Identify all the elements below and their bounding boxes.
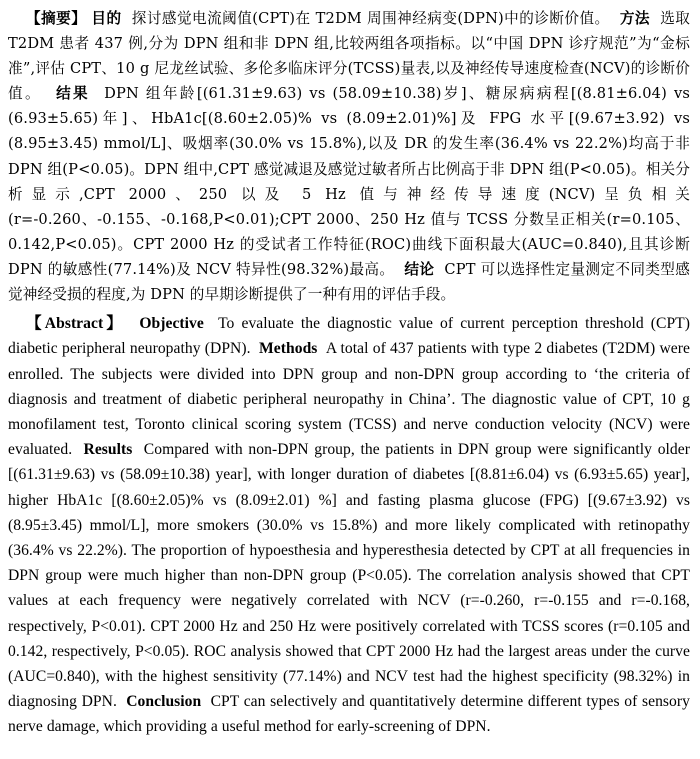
cn-methods-label: 方法 [619, 10, 650, 27]
cn-methods-text: 选取 T2DM 患者 437 例,分为 DPN 组和非 DPN 组,比较两组各项指标。以“中国 DPN 诊疗规范”为“金标准”,评估 CPT、10 g 尼龙丝试验、多伦多临床评分(TCSS)量表,以及神经传导速度检查(NCV)的诊断价值。 [8, 10, 691, 103]
cn-conclusion-text: CPT 可以选择性定量测定不同类型感觉神经受损的程度,为 DPN 的早期诊断提供了一种有用的评估手段。 [8, 260, 691, 304]
chinese-abstract [8, 6, 690, 307]
cn-objective-label: 目的 [91, 10, 122, 27]
en-methods-label: Methods [259, 340, 318, 358]
cn-objective-text: 探讨感觉电流阈值(CPT)在 T2DM 周围神经病变(DPN)中的诊断价值。 [131, 10, 610, 27]
cn-results-label: 结果 [56, 85, 91, 103]
cn-results-text: DPN 组年龄[(61.31±9.63) vs (58.09±10.38)岁]、糖尿病病程[(8.81±6.04) vs (6.93±5.65)年]、HbA1c[(8.60±2.05)% vs (8.09±2.01)%]及 FPG 水平[(9.67±3.92) vs (8.95±3.45) mmol/L]、吸烟率(30.0% vs 15.8%),以及 DR 的发生率(36.4% vs 22.2%)均高于非 DPN 组(P<0.05)。DPN 组中,CPT 感觉减退及感觉过敏者所占比例高于非 DPN 组(P<0.05)。相关分析显示,CPT 2000、250 以及 5 Hz 值与神经传导速度(NCV)呈负相关(r=-0.260、-0.155、-0.168,P<0.01);CPT 2000、250 Hz 值与 TCSS 分数呈正相关(r=0.105、0.142,P<0.05)。CPT 2000 Hz 的受试者工作特征(ROC)曲线下面积最大(AUC=0.840),且其诊断 DPN 的敏感性(77.14%)及 NCV 特异性(98.32%)最高。 [8, 85, 691, 278]
en-objective-label: Objective [139, 315, 204, 333]
en-conclusion-text: CPT can selectively and quantitatively determine different types of sensory nerve damage, which providing a useful method for early-screening of DPN. [8, 693, 690, 736]
en-results-label: Results [83, 441, 133, 459]
cn-conclusion-label: 结论 [404, 260, 435, 278]
en-methods-text: A total of 437 patients with type 2 diabetes (T2DM) were enrolled. The subjects were divided into DPN group and non-DPN group according to ‘the criteria of diagnosis and treatment of diabetic peripheral neuropathy in China’. The diagnostic value of CPT, 10 g monofilament test, Toronto clinical scoring system (TCSS) and nerve conduction velocity (NCV) were evaluated. [8, 340, 690, 459]
english-abstract [8, 311, 690, 739]
en-objective-text: To evaluate the diagnostic value of current perception threshold (CPT) diabetic peripheral neuropathy (DPN). [8, 315, 690, 358]
en-results-text: Compared with non-DPN group, the patients in DPN group were significantly older [(61.31±9.63) vs (58.09±10.38) year], with longer duration of diabetes [(8.81±6.04) vs (6.93±5.65) year], higher HbA1c [(8.60±2.05)% vs (8.09±2.01) %] and fasting plasma glucose (FPG) [(9.67±3.92) vs (8.95±3.45) mmol/L], more smokers (30.0% vs 15.8%) and more likely complicated with retinopathy (36.4% vs 22.2%). The proportion of hypoesthesia and hyperesthesia detected by CPT at all frequencies in DPN group were much higher than non-DPN group (P<0.05). The correlation analysis showed that CPT values at each frequency were negatively correlated with NCV (r=-0.260, r=-0.155 and r=-0.168, respectively, P<0.01). CPT 2000 Hz and 250 Hz were positively correlated with TCSS scores (r=0.105 and 0.142, respectively, P<0.05). ROC analysis showed that CPT 2000 Hz had the largest areas under the curve (AUC=0.840), with the highest sensitivity (77.14%) and NCV test had the highest specificity (98.32%) in diagnosing DPN. [8, 441, 690, 711]
en-abstract-tag: 【Abstract】 [26, 315, 126, 333]
en-conclusion-label: Conclusion [126, 693, 202, 711]
cn-abstract-tag: 【摘要】 [26, 10, 87, 27]
